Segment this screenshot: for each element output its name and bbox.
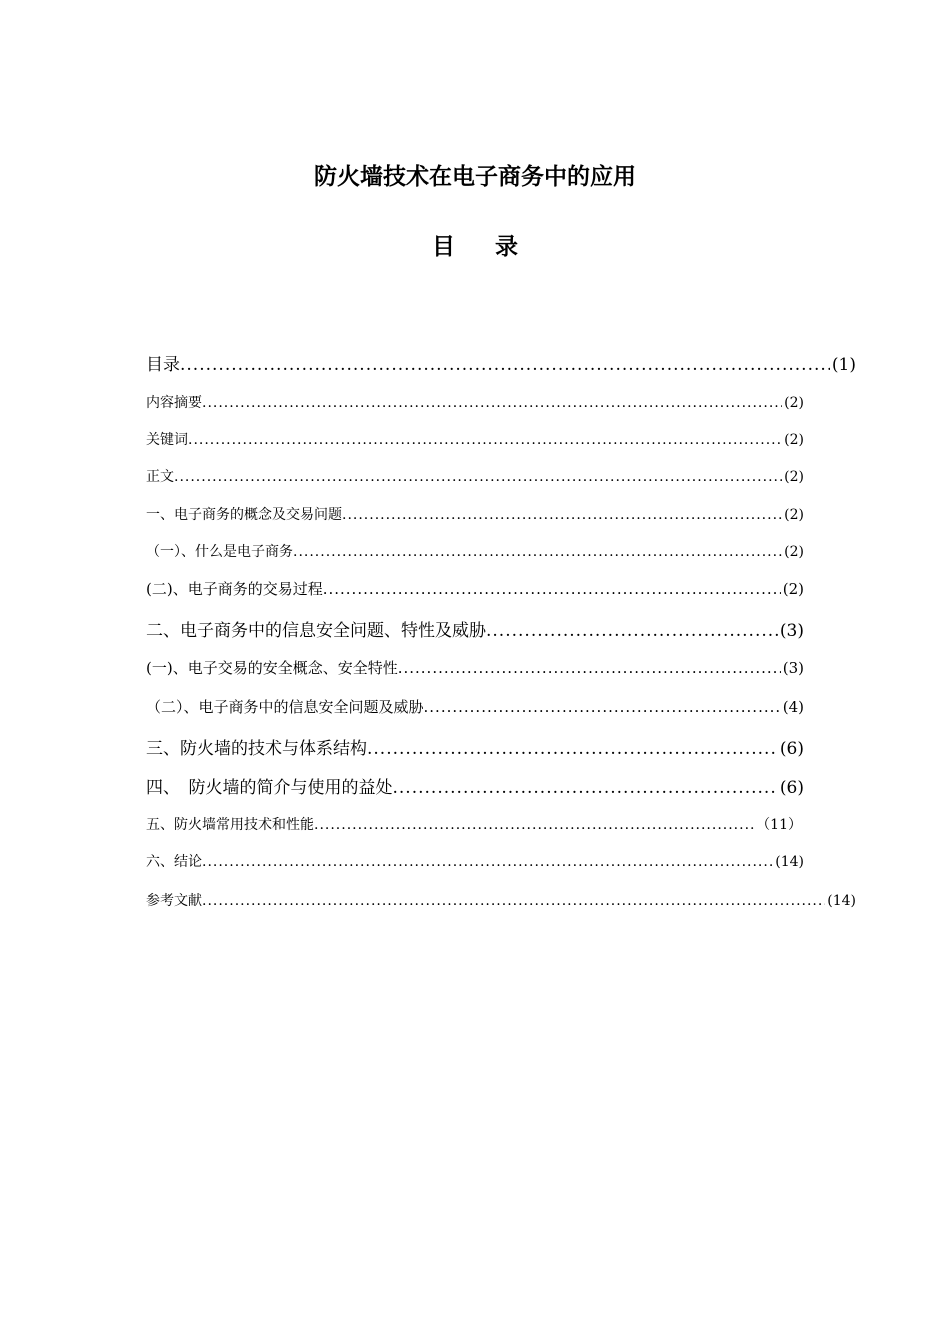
toc-entry[interactable]	[146, 350, 856, 375]
toc-entry-label: 内容摘要	[146, 395, 202, 411]
toc-entry[interactable]	[146, 466, 804, 486]
toc-entry[interactable]	[146, 851, 804, 871]
toc-entry[interactable]	[146, 657, 804, 678]
leader-dots	[323, 580, 781, 598]
toc-entry[interactable]	[146, 773, 804, 798]
toc-entry-label: (一)、电子交易的安全概念、安全特性	[146, 659, 398, 677]
toc-entry-page: (2)	[782, 580, 804, 598]
leader-dots	[202, 395, 782, 411]
toc-entry-page: (14)	[775, 854, 804, 870]
toc-entry-label: 三、防火墙的技术与体系结构	[146, 739, 367, 759]
toc-entry-label: 六、结论	[146, 854, 202, 870]
toc-entry[interactable]	[146, 734, 804, 759]
toc-heading: 目录	[432, 234, 558, 260]
toc-entry-page: (2)	[784, 395, 804, 411]
toc-entry-label: (二)、电子商务的交易过程	[146, 580, 323, 598]
toc-entry-label: 二、电子商务中的信息安全问题、特性及威胁	[146, 621, 486, 641]
leader-dots	[202, 854, 773, 870]
toc-entry-page: (6)	[779, 739, 804, 759]
leader-dots	[367, 739, 778, 759]
toc-entry-label: （二）、电子商务中的信息安全问题及威胁	[146, 698, 424, 716]
toc-entry-page: (1)	[831, 355, 856, 375]
toc-entry[interactable]	[146, 392, 804, 412]
toc-entry-label: 目录	[146, 355, 180, 375]
leader-dots	[314, 817, 754, 833]
toc-entry-page: (2)	[784, 432, 804, 448]
toc-entry[interactable]	[146, 578, 804, 599]
leader-dots	[398, 659, 781, 677]
toc-entry[interactable]	[146, 616, 804, 641]
leader-dots	[393, 778, 778, 798]
leader-dots	[188, 432, 782, 448]
leader-dots	[174, 469, 782, 485]
toc-entry-label: 正文	[146, 469, 174, 485]
leader-dots	[202, 893, 825, 909]
toc-entry-label: 五、防火墙常用技术和性能	[146, 817, 314, 833]
toc-entry-label: 一、电子商务的概念及交易问题	[146, 507, 342, 523]
toc-entry-page: (2)	[784, 544, 804, 560]
toc-entry-page: (2)	[784, 469, 804, 485]
toc-entry-page: (4)	[782, 698, 804, 716]
leader-dots	[293, 544, 782, 560]
toc-entry-label: （一）、什么是电子商务	[146, 544, 293, 560]
toc-entry-label: 关键词	[146, 432, 188, 448]
toc-entry[interactable]	[146, 429, 804, 449]
toc-entry-page: (2)	[784, 507, 804, 523]
toc-entry[interactable]	[146, 814, 802, 834]
toc-entry-page: （11）	[756, 817, 802, 833]
toc-entry-page: (14)	[827, 893, 856, 909]
toc-entry[interactable]	[146, 890, 856, 910]
leader-dots	[424, 698, 781, 716]
toc-entry-label: 四、 防火墙的简介与使用的益处	[146, 778, 393, 798]
leader-dots	[180, 355, 830, 375]
toc-entry-page: (3)	[779, 621, 804, 641]
toc-entry-page: (6)	[779, 778, 804, 798]
toc-entry[interactable]	[146, 541, 804, 561]
toc-entry[interactable]	[146, 696, 804, 717]
toc-entry-page: (3)	[782, 659, 804, 677]
document-title: 防火墙技术在电子商务中的应用	[314, 164, 636, 190]
toc-entry-label: 参考文献	[146, 893, 202, 909]
toc-entry[interactable]	[146, 504, 804, 524]
leader-dots	[486, 621, 778, 641]
leader-dots	[342, 507, 782, 523]
